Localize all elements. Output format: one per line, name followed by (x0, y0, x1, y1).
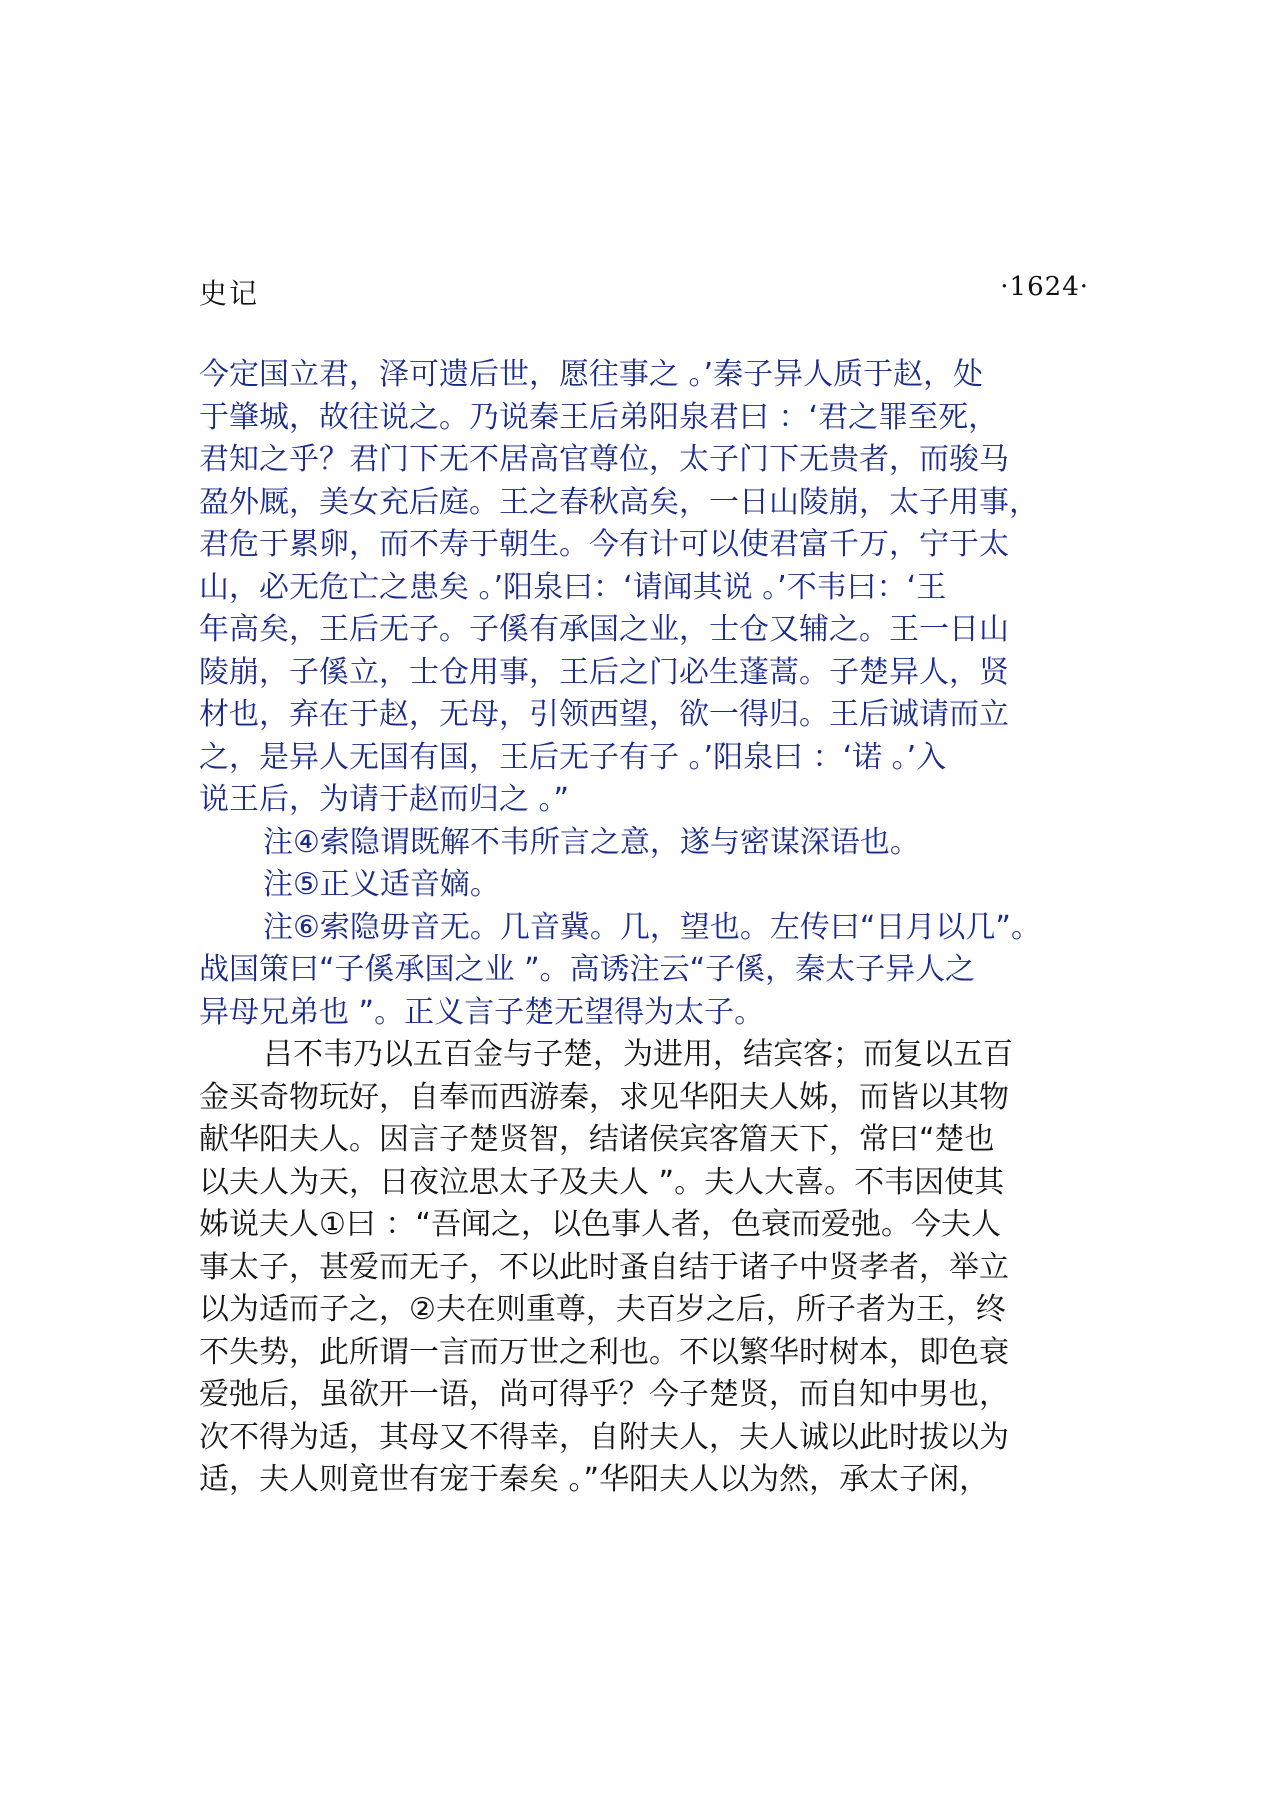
text-line: 君知之乎？君门下无不居高官尊位，太子门下无贵者，而骏马 (199, 442, 1009, 477)
text-line: 适，夫人则竟世有宠于秦矣 。”华阳夫人以为然，承太子闲， (199, 1462, 990, 1497)
text-line: 以夫人为天，日夜泣思太子及夫人 ”。夫人大喜。不韦因使其 (199, 1164, 1005, 1200)
page-number: ·1624· (1000, 272, 1089, 302)
body-text (199, 354, 1089, 1502)
text-line: 事太子，甚爱而无子，不以此时蚤自结于诸子中贤孝者，举立 (199, 1249, 1009, 1285)
text-line: 金买奇物玩好，自奉而西游秦，求见华阳夫人姊，而皆以其物 (199, 1079, 1009, 1115)
text-line: 爱弛后，虽欲开一语，尚可得乎？今子楚贤，而自知中男也， (199, 1377, 1009, 1412)
text-line: 君危于累卵，而不寿于朝生。今有计可以使君富千万，宁于太 (199, 527, 1009, 562)
running-header (199, 272, 1089, 308)
text-line: 陵崩，子傒立，士仓用事，王后之门必生蓬蒿。子楚异人，贤 (199, 654, 1009, 690)
text-line: 年高矣，王后无子。子傒有承国之业，士仓又辅之。王一日山 (199, 612, 1009, 647)
book-title: 史记 (199, 277, 260, 310)
text-line: 注⑤正义适音嫡。 (263, 867, 500, 902)
text-line: 战国策曰“子傒承国之业 ”。高诱注云“子傒，秦太子异人之 (199, 952, 976, 987)
text-line: 不失势，此所谓一言而万世之利也。不以繁华时树本，即色衰 (199, 1334, 1009, 1370)
text-line: 姊说夫人①曰 ：“吾闻之，以色事人者，色衰而爱弛。今夫人 (199, 1207, 1001, 1242)
text-line: 以为适而子之，②夫在则重尊，夫百岁之后，所子者为王，终 (199, 1292, 1006, 1327)
text-line: 献华阳夫人。因言子楚贤智，结诸侯宾客篃天下，常曰“楚也 (199, 1122, 995, 1157)
text-line: 山，必无危亡之患矣 。’阳泉曰：‘请闻其说 。’不韦曰：‘王 (199, 569, 947, 605)
text-line: 吕不韦乃以五百金与子楚，为进用，结宾客；而复以五百 (263, 1037, 1013, 1072)
text-line: 次不得为适，其母又不得幸，自附夫人，夫人诚以此时拔以为 (199, 1419, 1009, 1455)
text-line: 异母兄弟也 ”。正义言子楚无望得为太子。 (199, 994, 765, 1030)
text-line: 材也，弃在于赵，无母，引领西望，欲一得归。王后诚请而立 (199, 697, 1009, 732)
text-line: 今定国立君，泽可遗后世，愿往事之 。’秦子异人质于赵，处 (199, 357, 984, 392)
text-line: 盈外厩，美女充后庭。王之春秋高矣，一日山陵崩，太子用事， (199, 484, 1039, 520)
text-line: 注⑥索隐毋音无。几音冀。几，望也。左传曰“日月以几”。 (263, 909, 1041, 945)
text-line: 说王后，为请于赵而归之 。” (199, 782, 570, 817)
text-line: 之，是异人无国有国，王后无子有子 。’阳泉曰 ：‘诺 。’入 (199, 739, 947, 775)
text-line: 注④索隐谓既解不韦所言之意，遂与密谋深语也。 (263, 824, 920, 860)
text-line: 于肇城，故往说之。乃说秦王后弟阳泉君曰 ：‘君之罪至死， (199, 399, 999, 435)
